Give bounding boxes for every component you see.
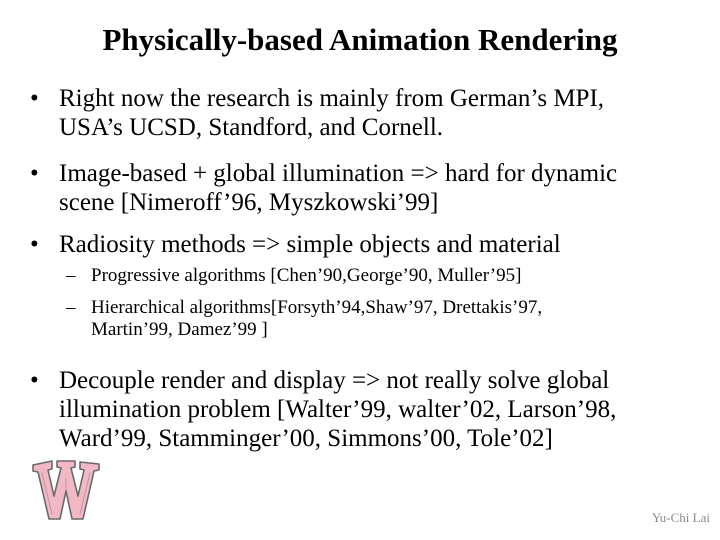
bullet-4-line-3: Ward’99, Stamminger’00, Simmons’00, Tole’02] xyxy=(59,425,553,452)
slide-title: Physically-based Animation Rendering xyxy=(102,22,618,57)
bullet-marker: • xyxy=(30,160,39,187)
sub-item-2-line-2: Martin’99, Damez’99 ] xyxy=(91,319,268,340)
bullet-3 xyxy=(30,230,561,259)
sub-item-1 xyxy=(66,265,521,287)
sub-item-marker: – xyxy=(66,297,76,318)
bullet-1-line-1: Right now the research is mainly from German’s MPI, xyxy=(59,85,605,112)
bullet-2-line-1: Image-based + global illumination => hard for dynamic xyxy=(59,160,618,187)
bullet-marker: • xyxy=(30,85,39,112)
bullet-1-line-2: USA’s UCSD, Standford, and Cornell. xyxy=(59,114,444,141)
bullet-marker: • xyxy=(30,367,39,394)
sub-item-1-line-1: Progressive algorithms [Chen’90,George’90, Muller’95] xyxy=(91,265,522,286)
bullet-2-line-2: scene [Nimeroff’96, Myszkowski’99] xyxy=(59,189,439,216)
footer-author: Yu-Chi Lai xyxy=(651,510,710,525)
bullet-4 xyxy=(30,366,616,453)
sub-item-2 xyxy=(66,297,542,341)
bullet-4-line-1: Decouple render and display => not really solve global xyxy=(59,367,610,394)
bullet-4-line-2: illumination problem [Walter’99, walter’02, Larson’98, xyxy=(59,396,617,423)
bullet-3-line-1: Radiosity methods => simple objects and material xyxy=(59,231,561,258)
bullet-marker: • xyxy=(30,231,39,258)
sub-item-marker: – xyxy=(66,265,76,286)
sub-item-2-line-1: Hierarchical algorithms[Forsyth’94,Shaw’97, Drettakis’97, xyxy=(91,297,543,318)
bullet-2 xyxy=(30,159,617,217)
bullet-1 xyxy=(30,84,604,142)
university-w-logo-icon xyxy=(30,458,102,524)
